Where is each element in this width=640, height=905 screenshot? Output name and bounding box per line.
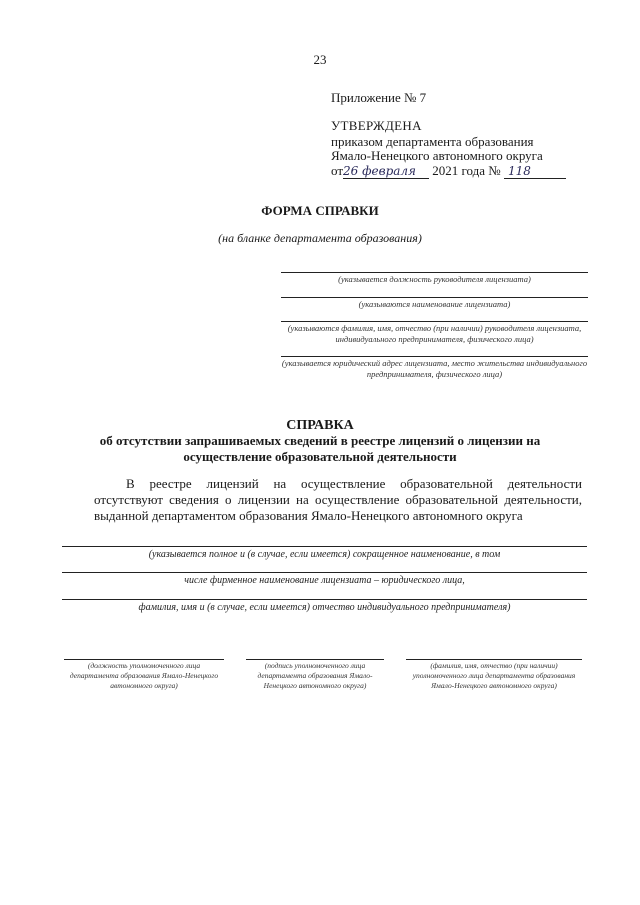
form-title: ФОРМА СПРАВКИ bbox=[261, 203, 379, 218]
handwritten-order-number: 118 bbox=[504, 164, 566, 179]
certificate-body bbox=[94, 476, 582, 524]
signature-position-line bbox=[64, 659, 224, 660]
licensee-caption-1: (указывается полное и (в случае, если имеется) сокращенное наименование, в том bbox=[148, 549, 501, 560]
page-number: 23 bbox=[313, 52, 327, 67]
signature-name-caption: (фамилия, имя, отчество (при наличии) уполномоченного лица департамента образования Ямало-Ненецкого автономного округа) bbox=[412, 661, 576, 690]
licensee-line-1 bbox=[62, 546, 587, 547]
recipient-caption-3: (указываются фамилия, имя, отчество (при наличии) руководителя лицензиата, индивидуального предпринимателя, физического лица) bbox=[287, 323, 582, 344]
licensee-caption-3: фамилия, имя и (в случае, если имеется) отчество индивидуального предпринимателя) bbox=[138, 602, 511, 613]
certificate-title: СПРАВКА bbox=[286, 418, 354, 433]
licensee-caption-2: числе фирменное наименование лицензиата – юридического лица, bbox=[184, 575, 465, 586]
approval-heading: УТВЕРЖДЕНА bbox=[331, 118, 422, 133]
signature-name-line bbox=[406, 659, 582, 660]
recipient-line-1 bbox=[281, 272, 588, 273]
appendix-label: Приложение № 7 bbox=[331, 90, 427, 105]
date-prefix: от bbox=[331, 163, 344, 178]
licensee-line-2 bbox=[62, 572, 587, 573]
recipient-line-4 bbox=[281, 356, 588, 357]
licensee-line-3 bbox=[62, 599, 587, 600]
recipient-line-3 bbox=[281, 321, 588, 322]
recipient-caption-1: (указывается должность руководителя лицензиата) bbox=[338, 274, 531, 284]
recipient-caption-4: (указывается юридический адрес лицензиата, место жительства индивидуального предпринимателя, физического лица) bbox=[281, 358, 588, 379]
approval-date-line bbox=[331, 163, 566, 179]
year-text: 2021 года № bbox=[432, 163, 501, 178]
blank-note: (на бланке департамента образования) bbox=[218, 231, 422, 245]
signature-sign-caption: (подпись уполномоченного лица департамента образования Ямало-Ненецкого автономного округа) bbox=[257, 661, 373, 690]
approval-region-line: Ямало-Ненецкого автономного округа bbox=[331, 148, 543, 163]
body-paragraph: В реестре лицензий на осуществление образовательной деятельности отсутствуют сведения о лицензии на осуществление образовательной деятельности, выданной департаментом образования Ямало-Ненецкого автономного округа bbox=[94, 476, 582, 523]
signature-position-caption: (должность уполномоченного лица департамента образования Ямало-Ненецкого автономного округа) bbox=[69, 661, 219, 690]
recipient-line-2 bbox=[281, 297, 588, 298]
recipient-caption-2: (указываются наименование лицензиата) bbox=[358, 299, 511, 309]
approval-order-line: приказом департамента образования bbox=[331, 134, 534, 149]
signature-sign-line bbox=[246, 659, 384, 660]
certificate-subtitle: об отсутствии запрашиваемых сведений в реестре лицензий о лицензии на осуществление образовательной деятельности bbox=[99, 433, 541, 464]
handwritten-date: 26 февраля bbox=[343, 164, 429, 179]
